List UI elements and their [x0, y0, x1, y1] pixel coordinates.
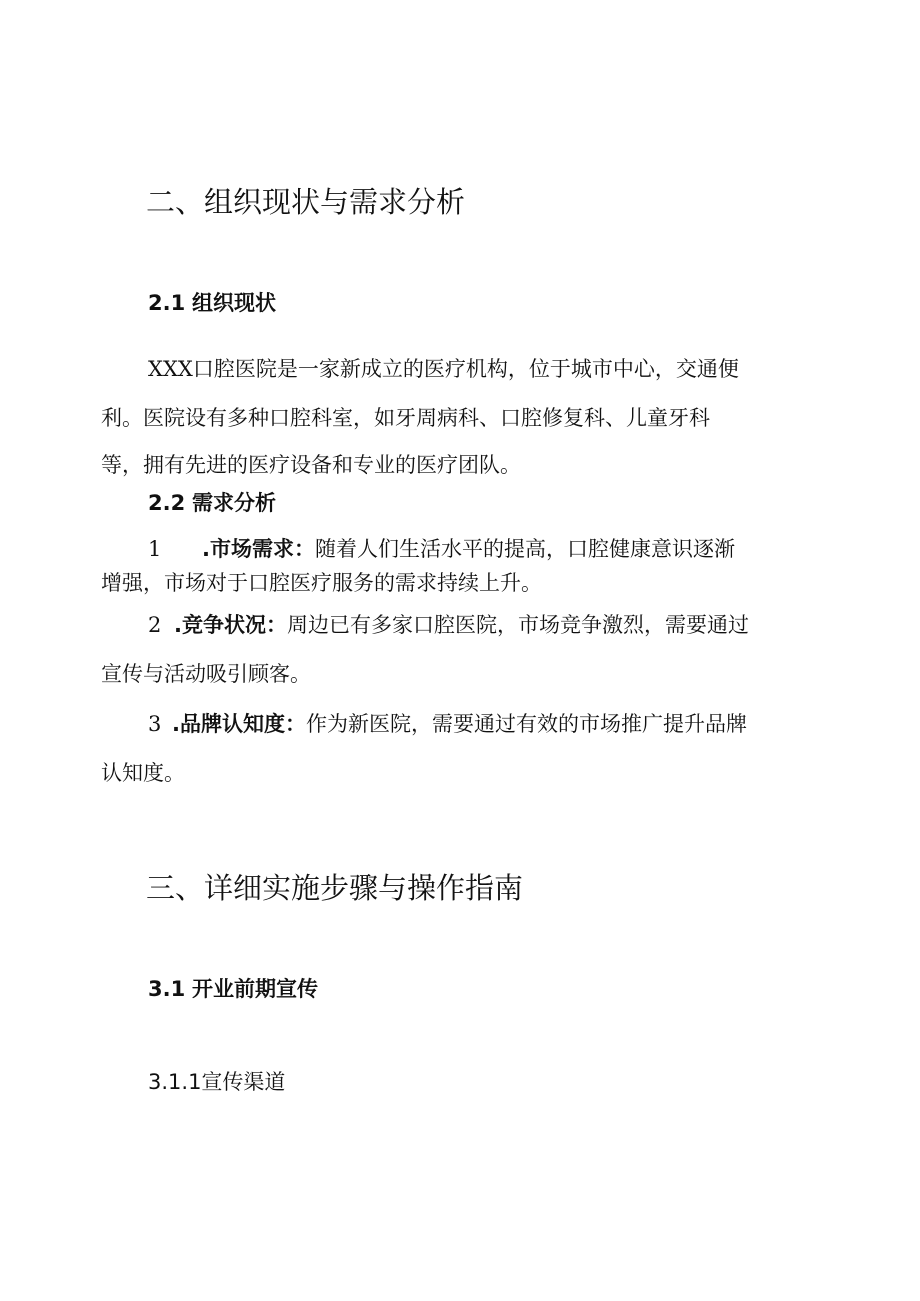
- subsection-title: 需求分析: [192, 491, 276, 515]
- list-item-continuation: 认知度。: [101, 761, 185, 785]
- subsection-number: 2.2: [148, 491, 186, 515]
- list-item-continuation: 宣传与活动吸引顾客。: [101, 662, 311, 686]
- subsection-2-1-heading: [148, 287, 276, 317]
- section-2-heading: 二、组织现状与需求分析: [146, 185, 466, 219]
- list-item: [148, 615, 749, 636]
- list-item-number: 1: [148, 537, 162, 561]
- list-item-text: 随着人们生活水平的提高，口腔健康意识逐渐: [314, 537, 735, 561]
- subsubsection-3-1-1-heading: 3.1.1宣传渠道: [148, 1070, 286, 1094]
- list-item: [148, 539, 735, 560]
- section-3-heading: 三、详细实施步骤与操作指南: [146, 871, 524, 905]
- paragraph-line: 等，拥有先进的医疗设备和专业的医疗团队。: [101, 453, 521, 477]
- list-item: [148, 714, 747, 735]
- list-item-number: 3: [148, 712, 162, 736]
- subsection-number: 3.1: [148, 977, 186, 1001]
- paragraph-line: XXX口腔医院是一家新成立的医疗机构，位于城市中心，交通便: [148, 357, 739, 381]
- list-item-continuation: 增强，市场对于口腔医疗服务的需求持续上升。: [101, 571, 542, 595]
- list-item-label: .品牌认知度：: [172, 712, 306, 736]
- subsection-2-2-heading: [148, 487, 276, 517]
- paragraph-line: 利。医院设有多种口腔科室，如牙周病科、口腔修复科、儿童牙科: [101, 406, 710, 430]
- subsection-3-1-heading: [148, 973, 318, 1003]
- list-item-label: .竞争状况：: [174, 613, 287, 637]
- list-item-text: 周边已有多家口腔医院，市场竞争激烈，需要通过: [286, 613, 749, 637]
- subsection-number: 2.1: [148, 291, 186, 315]
- list-item-number: 2: [148, 613, 162, 637]
- subsection-title: 开业前期宣传: [192, 977, 318, 1001]
- list-item-text: 作为新医院，需要通过有效的市场推广提升品牌: [305, 712, 747, 736]
- list-item-label: .市场需求：: [202, 537, 315, 561]
- subsection-title: 组织现状: [192, 291, 276, 315]
